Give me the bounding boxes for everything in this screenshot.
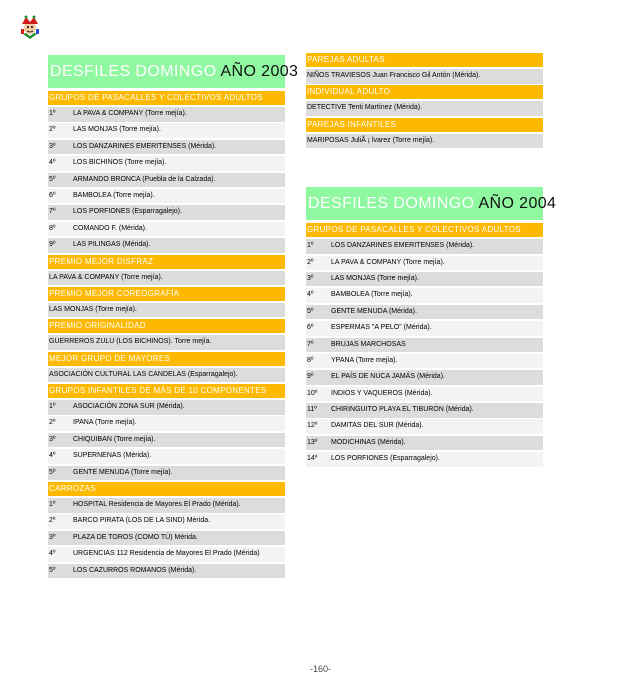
result-row: [48, 416, 285, 431]
section-heading: MEJOR GRUPO DE MAYORES: [48, 352, 285, 366]
rank-label: 8º: [49, 224, 56, 232]
results-2003-column: [48, 55, 299, 580]
rank-label: 11º: [307, 406, 317, 414]
result-row: [306, 256, 543, 271]
result-row: [48, 123, 285, 138]
result-row: [48, 156, 285, 171]
result-row: [306, 403, 543, 418]
award-winner: MARIPOSAS JuliÃ ¡ lvarez (Torre mejía).: [306, 134, 543, 149]
result-row: [306, 338, 543, 353]
entry-name: MODICHINAS (Mérida).: [331, 438, 406, 446]
rank-label: 4º: [307, 291, 314, 299]
entry-name: BRUJAS MARCHOSAS: [331, 340, 406, 348]
result-row: [48, 173, 285, 188]
entry-name: LA PAVA & COMPANY (Torre mejía).: [73, 110, 187, 117]
rank-label: 2º: [307, 258, 314, 266]
section-heading: PAREJAS INFANTILES: [306, 118, 543, 132]
title-main: DESFILES DOMINGO: [308, 194, 475, 212]
rank-label: 3º: [307, 274, 314, 282]
rank-label: 4º: [49, 550, 56, 558]
section-heading: GRUPOS INFANTILES DE MÁS DE 10 COMPONENTES: [48, 384, 285, 398]
result-row: [306, 387, 543, 402]
result-row: [48, 107, 285, 122]
rank-label: 6º: [307, 324, 314, 332]
result-row: [48, 449, 285, 464]
section-heading: CARROZAS: [48, 482, 285, 496]
entry-name: BAMBOLEA (Torre mejía).: [73, 191, 155, 199]
entry-name: IPANA (Torre mejía).: [73, 419, 137, 427]
award-winner: ASOCIACIÓN CULTURAL LAS CANDELAS (Esparragalejo).: [48, 368, 285, 383]
award-winner: NIÑOS TRAVIESOS Juan Francisco Gil Antón (Mérida).: [306, 69, 543, 84]
entry-name: YPANA (Torre mejía).: [331, 356, 398, 364]
section-heading: INDIVIDUAL ADULTO: [306, 85, 543, 99]
entry-name: ESPERMAS "A PELO" (Mérida).: [331, 324, 432, 332]
results-2004-column: [306, 53, 557, 469]
entry-name: EL PAÍS DE NUCA JAMÁS (Mérida).: [331, 373, 445, 381]
result-row: [48, 400, 285, 415]
result-row: [306, 370, 543, 385]
result-row: [306, 272, 543, 287]
result-row: [48, 531, 285, 546]
award-winner: DETECTIVE Tenti Martínez (Mérida).: [306, 101, 543, 116]
entry-name: PLAZA DE TOROS (COMO TÚ) Mérida.: [73, 533, 198, 541]
entry-name: ARMANDO BRONCA (Puebla de la Calzada).: [73, 175, 216, 183]
entry-name: ASOCIACIÓN ZONA SUR (Mérida).: [73, 403, 185, 411]
entry-name: LOS PORFIONES (Esparragalejo).: [73, 208, 182, 216]
section-heading: PAREJAS ADULTAS: [306, 53, 543, 67]
result-row: [48, 222, 285, 237]
entry-name: LOS PORFIONES (Esparragalejo).: [331, 455, 440, 463]
rank-label: 8º: [307, 356, 314, 364]
section-heading: PREMIO MEJOR DISFRAZ: [48, 255, 285, 269]
rank-label: 4º: [49, 452, 56, 460]
result-row: [48, 547, 285, 562]
entry-name: CHIRINGUITO PLAYA EL TIBURÓN (Mérida).: [331, 406, 474, 414]
rank-label: 1º: [49, 403, 56, 411]
result-row: [48, 189, 285, 204]
result-row: [306, 321, 543, 336]
entry-name: DAMITAS DEL SUR (Mérida).: [331, 422, 424, 430]
section-heading: GRUPOS DE PASACALLES Y COLECTIVOS ADULTOS: [306, 223, 543, 237]
rank-label: 5º: [49, 175, 56, 183]
rank-label: 9º: [307, 373, 314, 381]
rank-label: 10º: [307, 389, 318, 397]
result-row: [48, 140, 285, 155]
rank-label: 4º: [49, 159, 56, 167]
section-heading: PREMIO ORIGINALIDAD: [48, 319, 285, 333]
result-row: [48, 564, 285, 579]
entry-name: LAS PILINGAS (Mérida).: [73, 241, 151, 249]
entry-name: LAS MONJAS (Torre mejía).: [331, 274, 419, 282]
jester-mascot-icon: [19, 15, 41, 39]
entry-name: GENTE MENUDA (Mérida).: [331, 307, 417, 315]
entry-name: LA PAVA & COMPANY (Torre mejía).: [331, 258, 445, 266]
rank-label: 7º: [307, 340, 314, 348]
entry-name: CHIQUIBAN (Torre mejía).: [73, 435, 156, 443]
entry-name: LOS CAZURROS ROMANOS (Mérida).: [73, 566, 197, 574]
rank-label: 3º: [49, 142, 56, 150]
entry-name: COMANDO F. (Mérida).: [73, 224, 147, 232]
rank-label: 6º: [49, 191, 56, 199]
entry-name: INDIOS Y VAQUEROS (Mérida).: [331, 389, 433, 397]
entry-name: URGENCIAS 112 Residencia de Mayores El Prado (Mérida): [73, 550, 260, 558]
rank-label: 7º: [49, 208, 56, 216]
rank-label: 5º: [49, 566, 56, 574]
rank-label: 2º: [49, 419, 56, 427]
result-row: [306, 305, 543, 320]
section-heading: PREMIO MEJOR COREOGRAFÍA: [48, 287, 285, 301]
award-winner: GUERREROS ZULU (LOS BICHINOS). Torre mejía.: [48, 335, 285, 350]
rank-label: 14º: [307, 455, 318, 463]
rank-label: 1º: [49, 110, 56, 117]
rank-label: 2º: [49, 126, 56, 134]
result-row: [306, 419, 543, 434]
result-row: [48, 433, 285, 448]
title-year: AÑO 2003: [220, 62, 299, 80]
result-row: [306, 436, 543, 451]
entry-name: LOS BICHINOS (Torre mejía).: [73, 159, 167, 167]
result-row: [306, 452, 543, 467]
rank-label: 5º: [49, 468, 56, 476]
result-row: [48, 514, 285, 529]
award-winner: LAS MONJAS (Torre mejía).: [48, 303, 285, 318]
rank-label: 1º: [307, 242, 314, 250]
rank-label: 12º: [307, 422, 318, 430]
rank-label: 5º: [307, 307, 314, 315]
entry-name: BAMBOLEA (Torre mejía).: [331, 291, 413, 299]
rank-label: 3º: [49, 533, 56, 541]
section-title-2003: [48, 55, 299, 88]
result-row: [48, 498, 285, 513]
entry-name: LOS DANZARINES EMERITENSES (Mérida).: [331, 242, 475, 250]
result-row: [48, 238, 285, 253]
title-year: AÑO 2004: [478, 194, 557, 212]
rank-label: 2º: [49, 517, 56, 525]
result-row: [48, 466, 285, 481]
section-heading: GRUPOS DE PASACALLES Y COLECTIVOS ADULTOS: [48, 91, 285, 105]
entry-name: HOSPITAL Residencia de Mayores El Prado (Mérida).: [73, 501, 241, 509]
page-number: -160-: [309, 664, 331, 674]
award-winner: LA PAVA & COMPANY (Torre mejía).: [48, 271, 285, 286]
result-row: [306, 354, 543, 369]
entry-name: GENTE MENUDA (Torre mejía).: [73, 468, 173, 476]
rank-label: 9º: [49, 241, 56, 249]
entry-name: SUPERNENAS (Mérida).: [73, 452, 152, 460]
column-spacer: [306, 150, 543, 187]
rank-label: 1º: [49, 501, 56, 509]
result-row: [48, 205, 285, 220]
section-title-2004: [306, 187, 557, 220]
result-row: [306, 239, 543, 254]
result-row: [306, 288, 543, 303]
entry-name: LOS DANZARINES EMERITENSES (Mérida).: [73, 142, 217, 150]
rank-label: 3º: [49, 435, 56, 443]
entry-name: BARCO PIRATA (LOS DE LA SIND) Mérida.: [73, 517, 211, 525]
rank-label: 13º: [307, 438, 318, 446]
title-main: DESFILES DOMINGO: [50, 62, 217, 80]
entry-name: LAS MONJAS (Torre mejía).: [73, 126, 161, 134]
